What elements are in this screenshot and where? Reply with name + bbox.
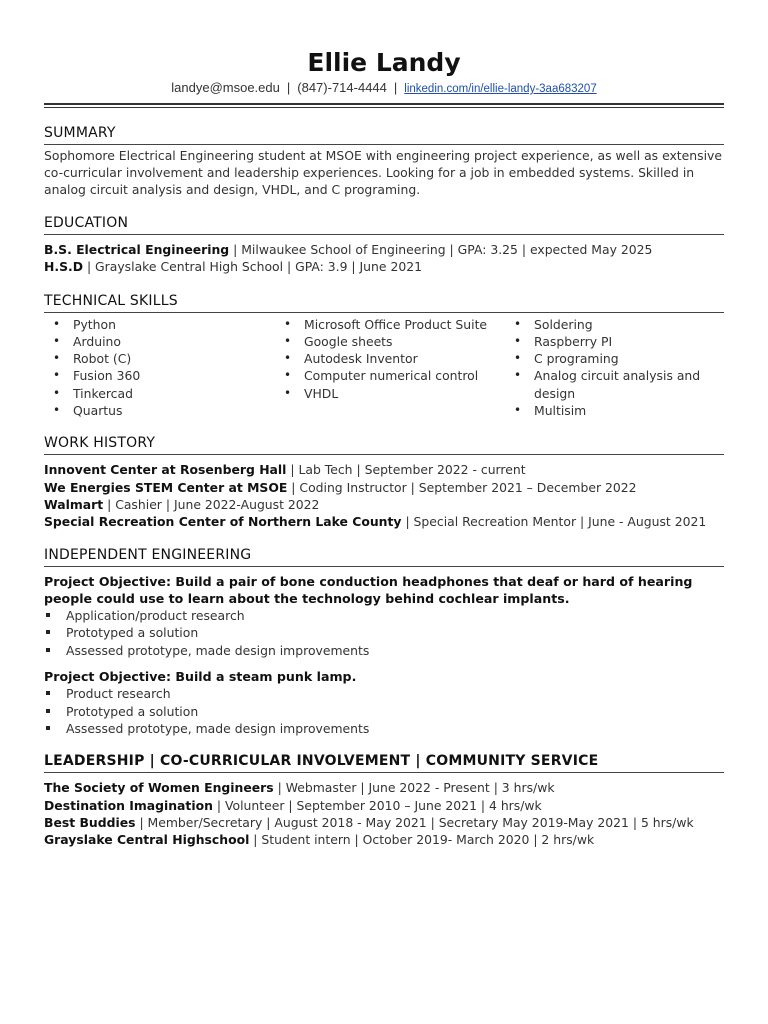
section-title: SUMMARY: [44, 124, 724, 145]
bullet-icon: •: [284, 333, 292, 348]
project-bullets: [44, 685, 724, 737]
bullet-text: Prototyped a solution: [66, 703, 199, 719]
skill-label: Quartus: [73, 403, 123, 419]
skill-item: [275, 316, 505, 333]
bullet-icon: •: [284, 316, 292, 331]
bullet-icon: •: [514, 403, 522, 418]
project-objective: [44, 573, 724, 608]
skills-columns: [44, 316, 724, 420]
education-entry: [44, 258, 724, 275]
organization: Best Buddies: [44, 814, 136, 830]
skill-item: [505, 402, 705, 419]
skill-item: [44, 385, 275, 402]
entry-details: | Student intern | October 2019- March 2020 | 2 hrs/wk: [249, 832, 595, 848]
bullet-icon: •: [514, 333, 522, 348]
bullet-icon: •: [53, 385, 61, 400]
summary-section: [44, 124, 724, 198]
objective-line: people could use to learn about the technology behind cochlear implants.: [44, 590, 570, 606]
skills-column-3: [505, 316, 705, 420]
objective-line: Project Objective: Build a steam punk lamp.: [44, 669, 357, 685]
skill-item: [505, 367, 705, 402]
skill-label: Robot (C): [73, 351, 132, 367]
bullet-text: Application/product research: [66, 608, 245, 624]
independent-engineering-section: [44, 546, 724, 738]
leadership-entry: [44, 831, 724, 848]
bullet-icon: •: [53, 351, 61, 366]
skill-label: Raspberry PI: [534, 333, 613, 349]
skills-column-1: [44, 316, 275, 420]
bullet-text: Product research: [66, 686, 171, 702]
square-bullet-icon: [46, 648, 50, 652]
skills-section: [44, 292, 724, 420]
bullet-icon: •: [53, 368, 61, 383]
organization: Grayslake Central Highschool: [44, 832, 250, 848]
skill-label: Computer numerical control: [304, 368, 479, 384]
skill-label: Arduino: [73, 333, 121, 349]
work-entry: [44, 479, 724, 496]
project-bullet: [44, 642, 724, 659]
skill-item: [275, 367, 505, 384]
entry-details: | Special Recreation Mentor | June - August 2021: [401, 514, 707, 530]
bullet-icon: •: [514, 368, 522, 383]
entry-details: | Cashier | June 2022-August 2022: [103, 496, 320, 512]
separator: |: [393, 80, 398, 95]
contact-line: [44, 79, 724, 98]
bullet-icon: •: [284, 368, 292, 383]
entry-details: | Coding Instructor | September 2021 – December 2022: [287, 479, 637, 495]
skill-item: [275, 333, 505, 350]
work-entry: [44, 496, 724, 513]
entry-details: | Grayslake Central High School | GPA: 3.9 | June 2021: [83, 259, 422, 275]
bullet-text: Assessed prototype, made design improvements: [66, 642, 370, 658]
square-bullet-icon: [46, 709, 50, 713]
skill-label: Python: [73, 316, 116, 332]
entry-details: | Volunteer | September 2010 – June 2021 | 4 hrs/wk: [212, 797, 542, 813]
entry-details: | Member/Secretary | August 2018 - May 2021 | Secretary May 2019-May 2021 | 5 hrs/wk: [135, 814, 694, 830]
square-bullet-icon: [46, 630, 50, 634]
project-bullet: [44, 720, 724, 737]
section-title: LEADERSHIP | CO-CURRICULAR INVOLVEMENT | COMMUNITY SERVICE: [44, 752, 724, 773]
entry-details: | Lab Tech | September 2022 - current: [286, 462, 526, 478]
phone-number: (847)-714-4444: [297, 80, 387, 95]
skill-label: Fusion 360: [73, 368, 141, 384]
skill-label: Microsoft Office Product Suite: [304, 316, 488, 332]
summary-text: [44, 147, 724, 198]
resume-page: [44, 48, 724, 848]
leadership-entry: [44, 814, 724, 831]
project-bullet: [44, 607, 724, 624]
organization: Destination Imagination: [44, 797, 213, 813]
header-divider: [44, 103, 724, 108]
linkedin-link[interactable]: linkedin.com/in/ellie-landy-3aa683207: [404, 83, 597, 95]
skill-item: [505, 333, 705, 350]
organization: The Society of Women Engineers: [44, 780, 274, 796]
candidate-name: Ellie Landy: [307, 48, 461, 77]
section-title: TECHNICAL SKILLS: [44, 292, 724, 313]
skill-label: Autodesk Inventor: [304, 351, 418, 367]
summary-line: Sophomore Electrical Engineering student at MSOE with engineering project experience, as well as extensive: [44, 148, 722, 163]
work-history-section: [44, 434, 724, 530]
employer: Walmart: [44, 496, 104, 512]
skill-item: [505, 350, 705, 367]
skill-item: [275, 385, 505, 402]
bullet-icon: •: [514, 316, 522, 331]
skill-item: [505, 316, 705, 333]
skill-item: [275, 350, 505, 367]
skill-label: Google sheets: [304, 333, 393, 349]
bullet-icon: •: [53, 403, 61, 418]
employer: Special Recreation Center of Northern Lake County: [44, 514, 402, 530]
separator: |: [286, 80, 291, 95]
square-bullet-icon: [46, 613, 50, 617]
bullet-icon: •: [284, 385, 292, 400]
skill-item: [44, 333, 275, 350]
bullet-icon: •: [53, 333, 61, 348]
skill-label: Analog circuit analysis and design: [534, 368, 701, 401]
project-bullet: [44, 624, 724, 641]
project-bullets: [44, 607, 724, 659]
employer: Innovent Center at Rosenberg Hall: [44, 462, 287, 478]
skill-item: [44, 350, 275, 367]
project-bullet: [44, 685, 724, 702]
square-bullet-icon: [46, 726, 50, 730]
degree: B.S. Electrical Engineering: [44, 242, 230, 257]
entry-details: | Milwaukee School of Engineering | GPA: 3.25 | expected May 2025: [229, 242, 653, 257]
bullet-icon: •: [514, 351, 522, 366]
email-address: landye@msoe.edu: [171, 80, 280, 95]
leadership-section: [44, 752, 724, 848]
section-title: WORK HISTORY: [44, 434, 724, 455]
work-entry: [44, 513, 724, 530]
bullet-icon: •: [284, 351, 292, 366]
section-title: INDEPENDENT ENGINEERING: [44, 546, 724, 567]
project-objective: [44, 668, 724, 685]
summary-line: analog circuit analysis and design, VHDL, and C programing.: [44, 182, 421, 197]
bullet-text: Assessed prototype, made design improvements: [66, 720, 370, 736]
skill-label: Soldering: [534, 316, 593, 332]
skill-item: [44, 367, 275, 384]
degree: H.S.D: [44, 259, 83, 275]
summary-line: co-curricular involvement and leadership experiences. Looking for a job in embedded systems. Skilled in: [44, 165, 695, 180]
bullet-text: Prototyped a solution: [66, 625, 199, 641]
entry-details: | Webmaster | June 2022 - Present | 3 hrs/wk: [273, 780, 555, 796]
leadership-entry: [44, 797, 724, 814]
skill-label: Tinkercad: [73, 385, 133, 401]
education-entry: [44, 241, 724, 258]
skills-column-2: [275, 316, 505, 420]
work-entry: [44, 461, 724, 478]
leadership-entry: [44, 779, 724, 796]
skill-label: C programing: [534, 351, 619, 367]
project-bullet: [44, 703, 724, 720]
skill-label: Multisim: [534, 403, 587, 419]
section-title: EDUCATION: [44, 214, 724, 235]
skill-item: [44, 316, 275, 333]
employer: We Energies STEM Center at MSOE: [44, 479, 288, 495]
education-section: [44, 214, 724, 276]
bullet-icon: •: [53, 316, 61, 331]
square-bullet-icon: [46, 691, 50, 695]
skill-label: VHDL: [304, 385, 339, 401]
objective-line: Project Objective: Build a pair of bone conduction headphones that deaf or hard of hearing: [44, 573, 693, 589]
skill-item: [44, 402, 275, 419]
